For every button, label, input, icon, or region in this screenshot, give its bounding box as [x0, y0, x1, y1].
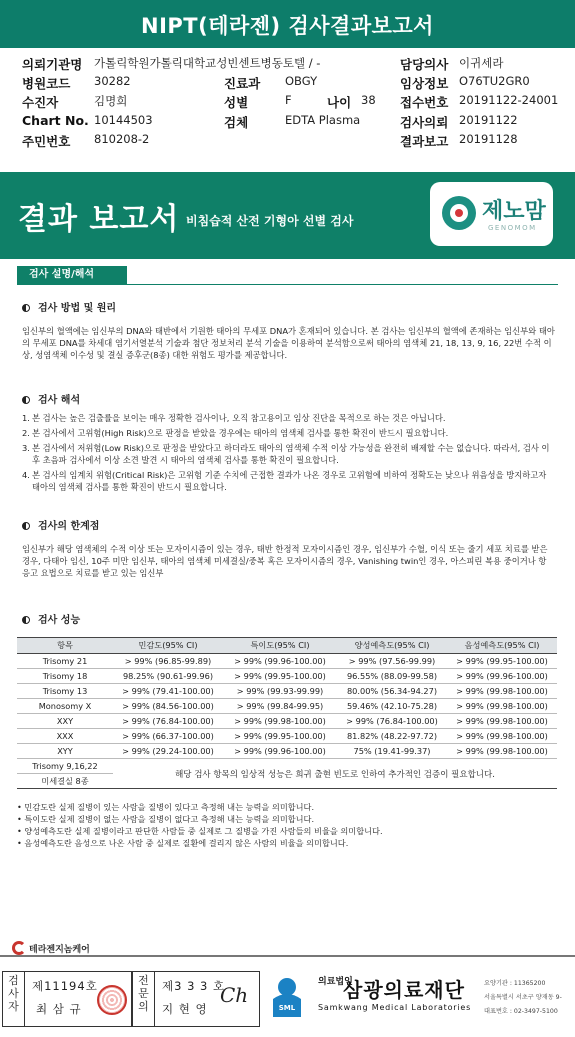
- column-header: 양성예측도(95% CI): [337, 638, 447, 654]
- banner-subtitle: 비침습적 산전 기형아 선별 검사: [186, 214, 354, 228]
- definition-notes: [17, 801, 557, 849]
- interpretation-list: [22, 412, 555, 496]
- table-header-row: [17, 638, 557, 654]
- table-row: XXY > 99% (76.84-100.00) > 99% (99.98-100.00) > 99% (76.84-100.00) > 99% (99.98-100.00): [17, 714, 557, 729]
- accession-label: 접수번호: [400, 95, 449, 110]
- table-row: Trisomy 18 98.25% (90.61-99.96) > 99% (99.95-100.00) 96.55% (88.09-99.58) > 99% (99.96-100.00): [17, 669, 557, 684]
- genomom-logo: [430, 182, 553, 246]
- specialist-name: 지 현 영: [162, 1002, 208, 1016]
- list-item: 4. 본 검사의 임계치 위험(Critical Risk)은 고위험 기준 수치에 근접한 결과가 나온 경우로 고위험에 비하여 정확도는 낮으나 위음성을 방지하고자 태아의 염색체 검사를 통한 확진이 반드시 필요합니다.: [22, 470, 547, 492]
- sex-value: F: [285, 93, 292, 107]
- table-row: 미세결실 8종: [17, 774, 557, 789]
- patient-row: [22, 132, 562, 150]
- code-value: 30282: [94, 74, 131, 88]
- column-header: 특이도(95% CI): [223, 638, 337, 654]
- note-item: • 민감도란 실제 질병이 있는 사람을 질병이 있다고 측정해 내는 능력을 의미합니다.: [17, 802, 315, 812]
- list-item: 2. 본 검사에서 고위험(High Risk)으로 판정을 받았을 경우에는 태아의 염색체 검사를 통한 확진이 반드시 필요합니다.: [22, 428, 449, 438]
- clinic-value: O76TU2GR0: [459, 74, 530, 88]
- genomom-mark-icon: [442, 196, 476, 230]
- half-circle-icon: [22, 396, 30, 404]
- logo-korean: 제노맘: [482, 199, 546, 224]
- footer-divider: [0, 955, 575, 957]
- handwritten-signature: Ch: [220, 983, 249, 1007]
- table-row: Trisomy 21 > 99% (96.85-99.89) > 99% (99.96-100.00) > 99% (97.56-99.99) > 99% (99.95-100.00): [17, 654, 557, 669]
- table-row: Trisomy 13 > 99% (79.41-100.00) > 99% (99.93-99.99) 80.00% (56.34-94.27) > 99% (99.98-100.00): [17, 684, 557, 699]
- doctor-label: 담당의사: [400, 57, 449, 72]
- banner-title: 결과 보고서: [18, 202, 180, 237]
- column-header: 항목: [17, 638, 113, 654]
- table-row: XYY > 99% (29.24-100.00) > 99% (99.96-100.00) 75% (19.41-99.37) > 99% (99.98-100.00): [17, 744, 557, 759]
- hospital-value: 가톨릭학원가톨릭대학교성빈센트병동토텔 / -: [94, 56, 321, 70]
- theragen-logo: 테라젠지놈케어: [12, 941, 90, 955]
- inspector-name: 최 삼 규: [36, 1002, 82, 1016]
- sex-label: 성별: [224, 95, 249, 110]
- inspector-number: 제11194호: [32, 979, 98, 993]
- section-tag: 검사 설명/해석: [17, 266, 127, 284]
- code-label: 병원코드: [22, 76, 71, 91]
- seal-stamp: [97, 985, 127, 1015]
- list-item: 3. 본 검사에서 저위험(Low Risk)으로 판정을 받았다고 하더라도 태아의 염색체 수적 이상 가능성을 완전히 배제할 수는 없습니다. 따라서, 검사 이후 초음파 검사에서 이상 소견 발견 시 태아의 염색체 검사를 통한 확진이 필요합니다.: [22, 443, 550, 465]
- org-english: Samkwang Medical Laboratories: [318, 1003, 472, 1012]
- dept-label: 진료과: [224, 76, 261, 91]
- svg-text:SML: SML: [278, 1004, 296, 1012]
- inspector-label: 검사자: [3, 972, 25, 1026]
- org-info: 요양기관 : 11365200 서울특별시 서초구 양재동 9- 대표번호 : 02-3497-5100: [484, 980, 562, 1015]
- sml-logo-icon: [270, 975, 304, 1019]
- method-heading: 검사 방법 및 원리: [22, 299, 116, 314]
- half-circle-icon: [22, 304, 30, 312]
- table-row: Monosomy X > 99% (84.56-100.00) > 99% (99.84-99.95) 59.46% (42.10-75.28) > 99% (99.98-100.00): [17, 699, 557, 714]
- table-row: XXX > 99% (66.37-100.00) > 99% (99.95-100.00) 81.82% (48.22-97.72) > 99% (99.98-100.00): [17, 729, 557, 744]
- patient-row: [22, 74, 562, 92]
- specimen-label: 검체: [224, 115, 249, 130]
- rrn-label: 주민번호: [22, 134, 71, 149]
- specialist-label: 전문의: [133, 972, 155, 1026]
- report-value: 20191128: [459, 132, 518, 146]
- rrn-value: 810208-2: [94, 132, 150, 146]
- method-text: 임신부의 혈액에는 임신부의 DNA와 태반에서 기원한 태아의 무세포 DNA가 혼재되어 있습니다. 본 검사는 임신부의 혈액에 존재하는 임신부와 태아의 무세포 DNA를 차세대 염기서열분석 기술과 첨단 정보처리 분석 기술을 이용하여 분석함으로써 태아의 염색체 21, 18, 13, 9, 16, 22번 수적 이상, 성염색체 이수성 및 결실 증후군(8종) 대한 위험도 평가를 제공합니다.: [22, 326, 555, 360]
- chart-value: 10144503: [94, 113, 153, 127]
- collector-value: 김명희: [94, 94, 128, 108]
- chart-label: Chart No.: [22, 113, 89, 128]
- accession-value: 20191122-24001: [459, 93, 559, 107]
- request-value: 20191122: [459, 113, 518, 127]
- logo-english: GENOMOM: [488, 224, 537, 232]
- theragen-mark-icon: [12, 941, 26, 955]
- limits-heading: 검사의 한계점: [22, 517, 99, 532]
- performance-table: [17, 637, 557, 789]
- half-circle-icon: [22, 522, 30, 530]
- age-label: 나이: [327, 95, 352, 110]
- specimen-value: EDTA Plasma: [285, 113, 361, 127]
- patient-row: [22, 113, 562, 131]
- report-label: 결과보고: [400, 134, 449, 149]
- report-title: NIPT(테라젠) 검사결과보고서: [141, 14, 434, 38]
- na-note: 해당 검사 항목의 임상적 성능은 희귀 출현 빈도로 인하여 추가적인 검증이 필요합니다.: [113, 759, 557, 789]
- half-circle-icon: [22, 616, 30, 624]
- performance-heading: 검사 성능: [22, 611, 80, 626]
- org-type: 의료법인: [318, 977, 353, 987]
- section-divider: [17, 284, 558, 285]
- collector-label: 수진자: [22, 95, 59, 110]
- list-item: 1. 본 검사는 높은 검출률을 보이는 매우 정확한 검사이나, 오직 참고용이고 임상 진단을 목적으로 하는 것은 아닙니다.: [22, 413, 446, 423]
- column-header: 민감도(95% CI): [113, 638, 223, 654]
- clinic-label: 임상정보: [400, 76, 449, 91]
- org-name: 삼광의료재단: [343, 978, 465, 1002]
- note-item: • 양성예측도란 실제 질병이라고 판단한 사람들 중 실제로 그 질병을 가진 사람들의 비율을 의미합니다.: [17, 826, 383, 836]
- table-row: Trisomy 9,16,22 해당 검사 항목의 임상적 성능은 희귀 출현 빈도로 인하여 추가적인 검증이 필요합니다.: [17, 759, 557, 774]
- limits-text: 임신부가 해당 염색체의 수적 이상 또는 모자이시즘이 있는 경우, 태반 한정적 모자이시즘인 경우, 임신부가 수혈, 이식 또는 줄기 세포 치료를 받은 경우, 다태아 임신, 10주 미만 임신부, 태아의 염색체 미세결실/중복 혹은 모자이시즘의 경우, Vanishing twin인 경우, 아스피린 복용 중이거나 항 응고 요법으로 치료를 받고 있는 임신부: [22, 544, 548, 578]
- result-report-banner: [0, 172, 575, 259]
- patient-row: [22, 93, 562, 111]
- doctor-value: 이귀세라: [459, 56, 504, 70]
- hospital-label: 의뢰기관명: [22, 57, 83, 72]
- note-item: • 음성예측도란 음성으로 나온 사람 중 실제로 질환에 걸리지 않은 사람의 비율을 의미합니다.: [17, 838, 349, 848]
- age-value: 38: [361, 93, 376, 107]
- note-item: • 특이도란 실제 질병이 없는 사람을 질병이 없다고 측정해 내는 능력을 의미합니다.: [17, 814, 315, 824]
- column-header: 음성예측도(95% CI): [447, 638, 557, 654]
- report-title-bar: [0, 0, 575, 48]
- request-label: 검사의뢰: [400, 115, 449, 130]
- patient-row: [22, 55, 562, 73]
- specialist-number: 제3 3 3 호: [162, 979, 226, 993]
- interpretation-heading: 검사 해석: [22, 391, 80, 406]
- dept-value: OBGY: [285, 74, 318, 88]
